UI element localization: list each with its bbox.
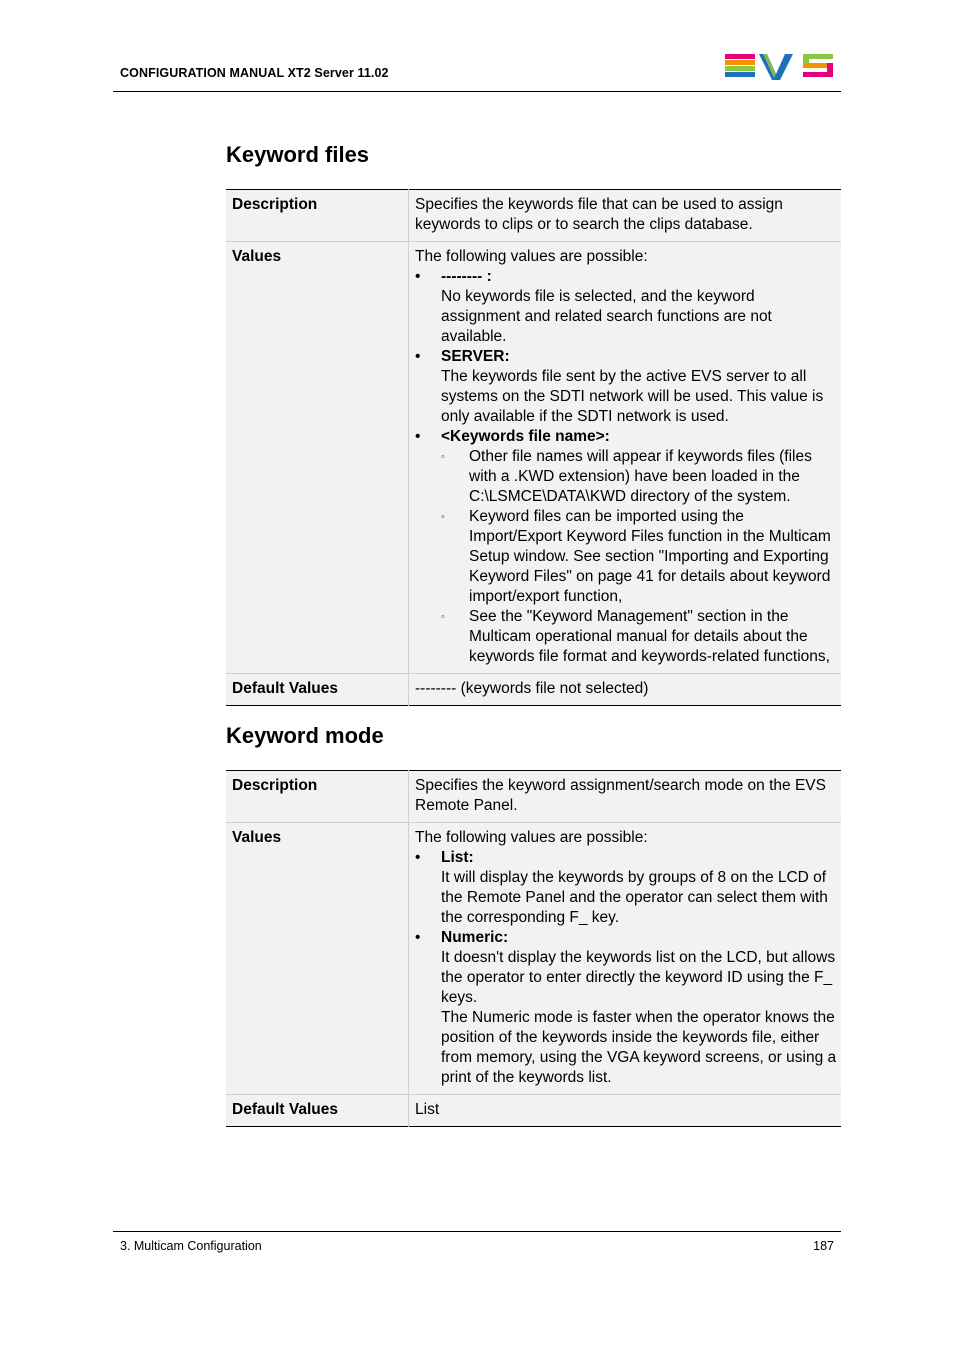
sub-list-item: ◦ Other file names will appear if keywords files (files with a .KWD extension) have been loaded in the C:\LSMCE\DATA\KWD directory of the system. [441,447,837,507]
page-footer [113,1231,841,1253]
values-cell [409,242,842,674]
sub-list-item: ◦ See the "Keyword Management" section in the Multicam operational manual for details about the keywords file format and keywords-related functions, [441,607,837,667]
footer-section: 3. Multicam Configuration [120,1239,262,1253]
value-text: It will display the keywords by groups of 8 on the LCD of the Remote Panel and the operator can select them with the corresponding F_ key. [441,869,828,926]
values-intro: The following values are possible: [415,829,648,846]
row-label: Default Values [226,674,409,706]
table-row [226,190,841,242]
list-item [415,848,837,928]
description-text: Specifies the keyword assignment/search mode on the EVS Remote Panel. [409,771,842,823]
evs-logo [725,52,835,82]
value-name: • SERVER: [441,348,510,365]
sub-list-item: ◦ Keyword files can be imported using the Import/Export Keyword Files function in the Multicam Setup window. See section "Importing and Exporting Keyword Files" on page 41 for details about keyword import/export function, [441,507,837,607]
document-title: CONFIGURATION MANUAL XT2 Server 11.02 [120,66,389,80]
sub-list [441,447,837,667]
default-value: -------- (keywords file not selected) [409,674,842,706]
table-row [226,823,841,1095]
values-cell [409,823,842,1095]
row-label: Values [226,242,409,674]
list-item [415,928,837,1088]
row-label: Description [226,771,409,823]
value-text: The keywords file sent by the active EVS server to all systems on the SDTI network will be used. This value is only available if the SDTI network is used. [441,368,824,425]
value-name: • List: [441,849,474,866]
values-intro: The following values are possible: [415,248,648,265]
description-text: Specifies the keywords file that can be used to assign keywords to clips or to search the clips database. [409,190,842,242]
values-list [415,848,837,1088]
list-item [415,427,837,667]
table-row [226,1095,841,1127]
list-item [415,267,837,347]
page-number: 187 [813,1239,834,1253]
row-label: Description [226,190,409,242]
list-item [415,347,837,427]
row-label: Default Values [226,1095,409,1127]
values-list [415,267,837,667]
section-title-keyword-mode: Keyword mode [226,723,384,748]
table-row [226,674,841,706]
value-text: It doesn't display the keywords list on the LCD, but allows the operator to enter directly the keyword ID using the F_ keys. [441,949,836,1006]
value-name: • <Keywords file name>: [441,428,610,445]
value-text: No keywords file is selected, and the keyword assignment and related search functions are not available. [441,288,772,345]
table-row [226,771,841,823]
page-header [113,50,841,92]
keyword-files-table [226,189,841,706]
table-row [226,242,841,674]
value-name: • Numeric: [441,929,509,946]
value-text-extra: The Numeric mode is faster when the operator knows the position of the keywords inside the keywords file, either from memory, using the VGA keyword screens, or using a print of the keywords list. [441,1009,837,1086]
section-title-keyword-files: Keyword files [226,142,370,167]
row-label: Values [226,823,409,1095]
keyword-mode-table [226,770,841,1127]
value-name: • -------- : [441,268,492,285]
default-value: List [409,1095,842,1127]
